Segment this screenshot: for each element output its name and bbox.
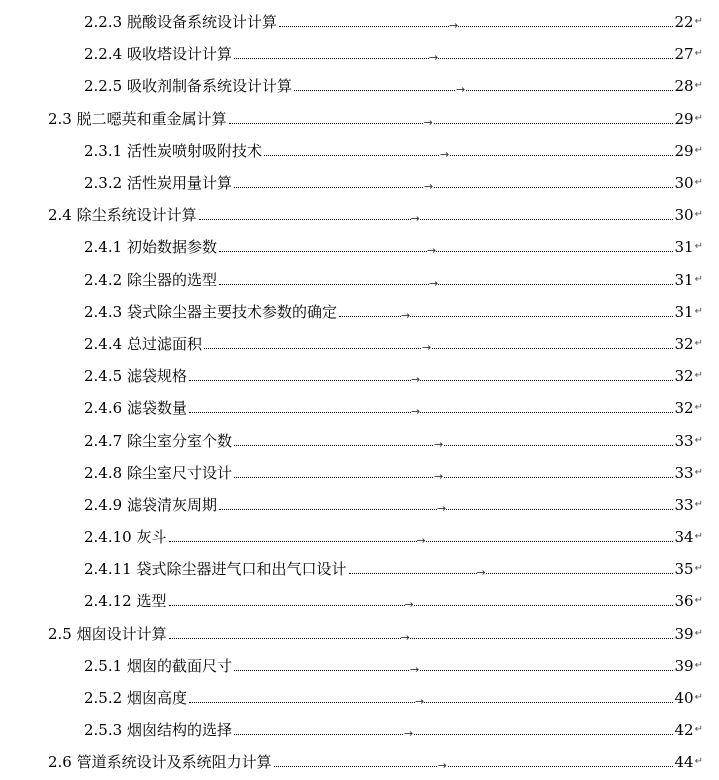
tab-arrow-icon: → xyxy=(410,661,419,679)
toc-leader-dots xyxy=(234,662,673,676)
toc-number: 2.5.3 xyxy=(84,721,123,740)
tab-arrow-icon: → xyxy=(449,17,458,35)
toc-title: 袋式除尘器主要技术参数的确定 xyxy=(126,302,337,321)
toc-number: 2.4.3 xyxy=(84,302,123,321)
tab-arrow-icon: → xyxy=(401,307,410,325)
tab-arrow-icon: → xyxy=(429,49,438,67)
toc-title: 烟囱的截面尺寸 xyxy=(126,656,232,675)
toc-number: 2.3 xyxy=(48,109,72,128)
toc-entry[interactable] xyxy=(0,328,719,360)
toc-title: 灰斗 xyxy=(136,528,167,547)
toc-entry[interactable] xyxy=(0,746,719,778)
toc-entry[interactable] xyxy=(0,38,719,70)
toc-title: 烟囱设计计算 xyxy=(76,624,167,643)
toc-page-number: 36 xyxy=(674,592,694,611)
toc-leader-dots xyxy=(219,276,673,290)
toc-entry[interactable] xyxy=(0,360,719,392)
toc-number: 2.4.4 xyxy=(84,334,123,353)
toc-title: 总过滤面积 xyxy=(126,334,202,353)
toc-page-number: 30 xyxy=(674,174,694,193)
paragraph-mark-icon: ↵ xyxy=(694,48,703,60)
toc-leader-dots xyxy=(234,437,673,451)
toc-leader-dots xyxy=(234,727,673,741)
paragraph-mark-icon: ↵ xyxy=(694,16,703,28)
paragraph-mark-icon: ↵ xyxy=(694,370,703,382)
toc-number: 2.5 xyxy=(48,624,72,643)
toc-page-number: 28 xyxy=(674,77,694,96)
toc-page-number: 30 xyxy=(674,206,694,225)
tab-arrow-icon: → xyxy=(405,596,414,614)
tab-arrow-icon: → xyxy=(404,725,413,743)
toc-title: 袋式除尘器进气口和出气口设计 xyxy=(136,560,347,579)
toc-page-number: 32 xyxy=(674,399,694,418)
toc-entry[interactable] xyxy=(0,424,719,456)
toc-number: 2.4.11 xyxy=(84,560,132,579)
toc-entry[interactable] xyxy=(0,585,719,617)
toc-entry[interactable] xyxy=(0,650,719,682)
toc-page-number: 32 xyxy=(674,334,694,353)
toc-number: 2.2.5 xyxy=(84,77,123,96)
toc-leader-dots xyxy=(199,212,673,226)
toc-title: 烟囱高度 xyxy=(126,689,187,708)
paragraph-mark-icon: ↵ xyxy=(694,724,703,736)
toc-title: 选型 xyxy=(136,592,167,611)
toc-title: 活性炭喷射吸附技术 xyxy=(126,141,262,160)
toc-number: 2.2.3 xyxy=(84,13,123,32)
toc-entry[interactable] xyxy=(0,553,719,585)
toc-entry[interactable] xyxy=(0,231,719,263)
toc-entry[interactable] xyxy=(0,103,719,135)
toc-title: 烟囱结构的选择 xyxy=(126,721,232,740)
toc-number: 2.4.5 xyxy=(84,367,123,386)
toc-leader-dots xyxy=(189,695,673,709)
toc-number: 2.6 xyxy=(48,753,72,772)
toc-page-number: 44 xyxy=(674,753,694,772)
toc-entry[interactable] xyxy=(0,6,719,38)
toc-title: 吸收塔设计计算 xyxy=(126,45,232,64)
toc-leader-dots xyxy=(229,115,673,129)
tab-arrow-icon: → xyxy=(477,564,486,582)
toc-number: 2.4.12 xyxy=(84,592,132,611)
tab-arrow-icon: → xyxy=(456,81,465,99)
tab-arrow-icon: → xyxy=(434,436,443,454)
tab-arrow-icon: → xyxy=(429,275,438,293)
paragraph-mark-icon: ↵ xyxy=(694,144,703,156)
toc-page-number: 22 xyxy=(674,13,694,32)
toc-number: 2.4.8 xyxy=(84,463,123,482)
tab-arrow-icon: → xyxy=(438,757,447,775)
toc-leader-dots xyxy=(189,373,673,387)
toc-entry[interactable] xyxy=(0,714,719,746)
toc-title: 初始数据参数 xyxy=(126,238,217,257)
toc-entry[interactable] xyxy=(0,521,719,553)
toc-title: 吸收剂制备系统设计计算 xyxy=(126,77,292,96)
toc-entry[interactable] xyxy=(0,457,719,489)
toc-page-number: 33 xyxy=(674,431,694,450)
toc-leader-dots xyxy=(274,759,673,773)
toc-leader-dots xyxy=(169,598,673,612)
toc-number: 2.2.4 xyxy=(84,45,123,64)
toc-leader-dots xyxy=(339,308,673,322)
paragraph-mark-icon: ↵ xyxy=(694,563,703,575)
toc-entry[interactable] xyxy=(0,135,719,167)
paragraph-mark-icon: ↵ xyxy=(694,498,703,510)
paragraph-mark-icon: ↵ xyxy=(694,434,703,446)
toc-number: 2.4.7 xyxy=(84,431,123,450)
paragraph-mark-icon: ↵ xyxy=(694,305,703,317)
tab-arrow-icon: → xyxy=(422,339,431,357)
toc-entry[interactable] xyxy=(0,264,719,296)
toc-leader-dots xyxy=(294,83,673,97)
toc-leader-dots xyxy=(169,630,673,644)
toc-number: 2.4 xyxy=(48,206,72,225)
paragraph-mark-icon: ↵ xyxy=(694,80,703,92)
toc-entry[interactable] xyxy=(0,296,719,328)
toc-page-number: 27 xyxy=(674,45,694,64)
tab-arrow-icon: → xyxy=(434,468,443,486)
table-of-contents xyxy=(0,6,719,779)
toc-number: 2.4.10 xyxy=(84,528,132,547)
toc-entry[interactable] xyxy=(0,682,719,714)
toc-number: 2.4.6 xyxy=(84,399,123,418)
toc-title: 除尘室分室个数 xyxy=(126,431,232,450)
paragraph-mark-icon: ↵ xyxy=(694,209,703,221)
paragraph-mark-icon: ↵ xyxy=(694,402,703,414)
tab-arrow-icon: → xyxy=(411,403,420,421)
toc-page-number: 33 xyxy=(674,463,694,482)
toc-page-number: 33 xyxy=(674,495,694,514)
paragraph-mark-icon: ↵ xyxy=(694,692,703,704)
toc-number: 2.4.9 xyxy=(84,495,123,514)
tab-arrow-icon: → xyxy=(401,629,410,647)
toc-page-number: 32 xyxy=(674,367,694,386)
paragraph-mark-icon: ↵ xyxy=(694,177,703,189)
toc-title: 脱酸设备系统设计计算 xyxy=(126,13,277,32)
toc-entry[interactable] xyxy=(0,392,719,424)
toc-leader-dots xyxy=(234,51,673,65)
toc-title: 滤袋规格 xyxy=(126,367,187,386)
tab-arrow-icon: → xyxy=(427,242,436,260)
toc-page-number: 39 xyxy=(674,624,694,643)
toc-number: 2.3.2 xyxy=(84,174,123,193)
toc-title: 滤袋清灰周期 xyxy=(126,495,217,514)
toc-leader-dots xyxy=(219,501,673,515)
paragraph-mark-icon: ↵ xyxy=(694,595,703,607)
toc-title: 脱二噁英和重金属计算 xyxy=(76,109,227,128)
toc-leader-dots xyxy=(279,19,673,33)
tab-arrow-icon: → xyxy=(424,114,433,132)
paragraph-mark-icon: ↵ xyxy=(694,531,703,543)
toc-page-number: 31 xyxy=(674,302,694,321)
paragraph-mark-icon: ↵ xyxy=(694,273,703,285)
toc-entry[interactable] xyxy=(0,70,719,102)
tab-arrow-icon: → xyxy=(424,178,433,196)
toc-page-number: 40 xyxy=(674,689,694,708)
paragraph-mark-icon: ↵ xyxy=(694,241,703,253)
toc-leader-dots xyxy=(189,405,673,419)
toc-page-number: 34 xyxy=(674,528,694,547)
toc-entry[interactable] xyxy=(0,199,719,231)
paragraph-mark-icon: ↵ xyxy=(694,337,703,349)
toc-entry[interactable] xyxy=(0,489,719,521)
toc-leader-dots xyxy=(234,180,673,194)
toc-page-number: 39 xyxy=(674,656,694,675)
paragraph-mark-icon: ↵ xyxy=(694,466,703,478)
toc-number: 2.4.2 xyxy=(84,270,123,289)
toc-number: 2.5.1 xyxy=(84,656,123,675)
toc-title: 滤袋数量 xyxy=(126,399,187,418)
toc-title: 除尘器的选型 xyxy=(126,270,217,289)
toc-title: 除尘系统设计计算 xyxy=(76,206,197,225)
tab-arrow-icon: → xyxy=(411,371,420,389)
toc-leader-dots xyxy=(234,469,673,483)
toc-leader-dots xyxy=(204,340,673,354)
toc-entry[interactable] xyxy=(0,618,719,650)
toc-title: 除尘室尺寸设计 xyxy=(126,463,232,482)
toc-entry[interactable] xyxy=(0,167,719,199)
toc-number: 2.3.1 xyxy=(84,141,123,160)
toc-title: 管道系统设计及系统阻力计算 xyxy=(76,753,272,772)
toc-page-number: 29 xyxy=(674,141,694,160)
toc-leader-dots xyxy=(264,147,673,161)
tab-arrow-icon: → xyxy=(437,500,446,518)
toc-leader-dots xyxy=(219,244,673,258)
tab-arrow-icon: → xyxy=(440,146,449,164)
toc-page-number: 31 xyxy=(674,270,694,289)
tab-arrow-icon: → xyxy=(417,532,426,550)
toc-title: 活性炭用量计算 xyxy=(126,174,232,193)
toc-page-number: 42 xyxy=(674,721,694,740)
toc-page-number: 29 xyxy=(674,109,694,128)
toc-page-number: 31 xyxy=(674,238,694,257)
paragraph-mark-icon: ↵ xyxy=(694,112,703,124)
toc-leader-dots xyxy=(349,566,673,580)
tab-arrow-icon: → xyxy=(411,210,420,228)
toc-number: 2.5.2 xyxy=(84,689,123,708)
paragraph-mark-icon: ↵ xyxy=(694,659,703,671)
toc-page-number: 35 xyxy=(674,560,694,579)
toc-number: 2.4.1 xyxy=(84,238,123,257)
paragraph-mark-icon: ↵ xyxy=(694,756,703,768)
tab-arrow-icon: → xyxy=(415,693,424,711)
paragraph-mark-icon: ↵ xyxy=(694,627,703,639)
toc-leader-dots xyxy=(169,534,673,548)
